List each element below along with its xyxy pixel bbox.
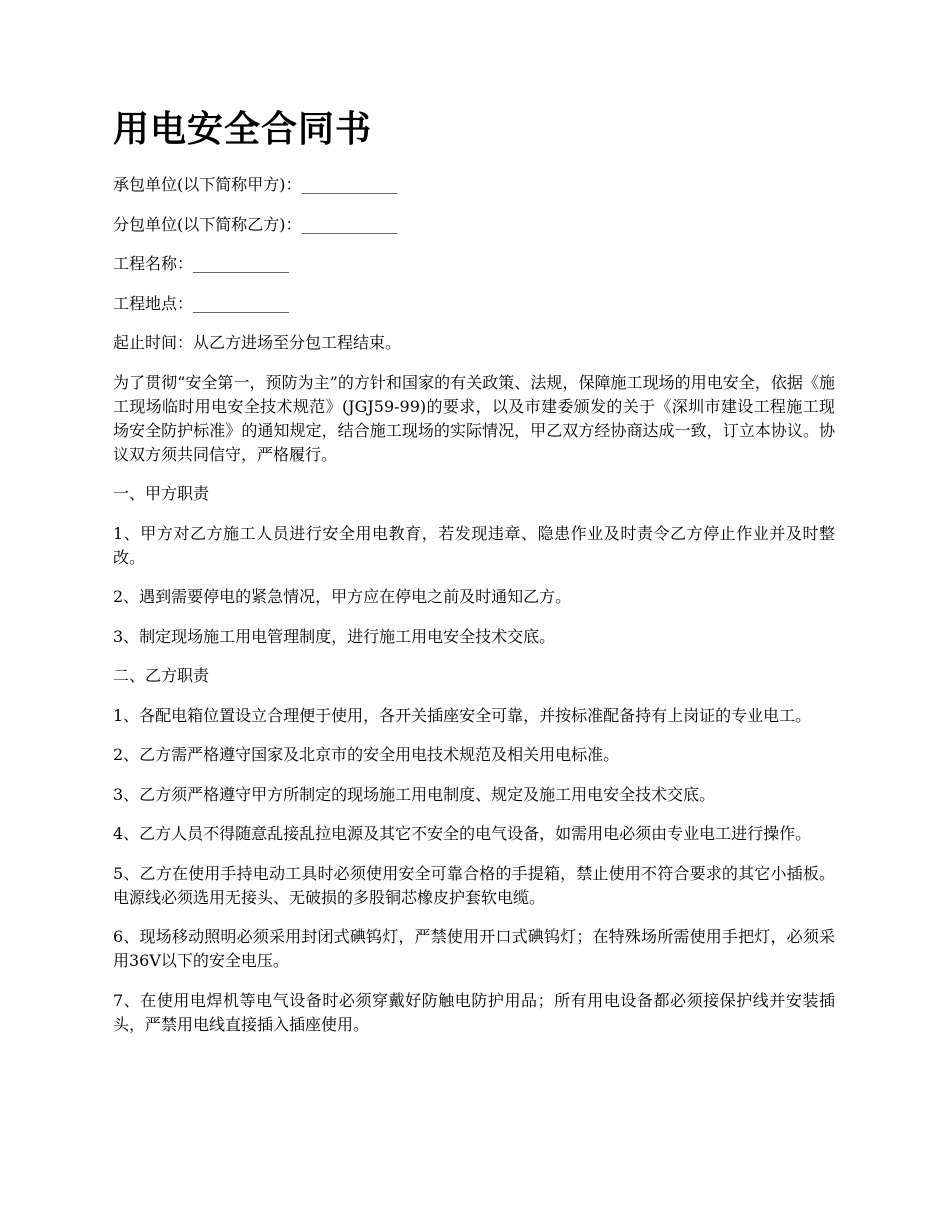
contractor-blank: ____________ [301,175,398,195]
project-name-field [113,252,835,276]
intro-paragraph: 为了贯彻“安全第一，预防为主”的方针和国家的有关政策、法规，保障施工现场的用电安全，依据《施工现场临时用电安全技术规范》(JGJ59-99)的要求，以及市建委颁发的关于《深圳市建设工程施工现场安全防护标准》的通知规定，结合施工现场的实际情况，甲乙双方经协商达成一致，订立本协议。协议双方须共同信守，严格履行。 [113,372,835,464]
contractor-field [113,173,835,197]
subcontractor-label: 分包单位(以下简称乙方)： [113,214,302,234]
party-b-item: 1、各配电箱位置设立合理便于使用，各开关插座安全可靠，并按标准配备持有上岗证的专业电工。 [113,705,812,725]
project-location-label: 工程地点： [113,293,194,313]
document-page [113,108,835,1052]
party-b-item: 3、乙方须严格遵守甲方所制定的现场施工用电制度、规定及施工用电安全技术交底。 [113,784,716,804]
project-name-label: 工程名称： [113,254,194,274]
party-b-item: 4、乙方人员不得随意乱接乱拉电源及其它不安全的电气设备，如需用电必须由专业电工进行操作。 [113,824,812,844]
party-a-item: 3、制定现场施工用电管理制度，进行施工用电安全技术交底。 [113,626,556,646]
party-a-item: 2、遇到需要停电的紧急情况，甲方应在停电之前及时通知乙方。 [113,587,572,607]
contractor-label: 承包单位(以下简称甲方)： [113,175,302,195]
project-name-blank: ____________ [193,254,290,274]
party-b-item: 7、在使用电焊机等电气设备时必须穿戴好防触电防护用品；所有用电设备都必须接保护线并安装插头，严禁用电线直接插入插座使用。 [113,990,835,1034]
party-b-item: 6、现场移动照明必须采用封闭式碘钨灯，严禁使用开口式碘钨灯；在特殊场所需使用手把灯，必须采用36V以下的安全电压。 [113,927,835,971]
party-b-item: 5、乙方在使用手持电动工具时必须使用安全可靠合格的手提箱，禁止使用不符合要求的其它小插板。电源线必须选用无接头、无破损的多股铜芯橡皮护套软电缆。 [113,863,835,907]
subcontractor-field [113,213,835,237]
party-b-item: 2、乙方需严格遵守国家及北京市的安全用电技术规范及相关用电标准。 [113,745,620,765]
document-title: 用电安全合同书 [113,109,373,150]
section-heading-party-b: 二、乙方职责 [113,666,210,686]
period-paragraph: 起止时间：从乙方进场至分包工程结束。 [113,333,402,353]
project-location-blank: ____________ [193,293,290,313]
party-a-item: 1、甲方对乙方施工人员进行安全用电教育，若发现违章、隐患作业及时责令乙方停止作业并及时整改。 [113,523,835,567]
project-location-field [113,292,835,316]
subcontractor-blank: ____________ [301,214,398,234]
section-heading-party-a: 一、甲方职责 [113,484,210,504]
